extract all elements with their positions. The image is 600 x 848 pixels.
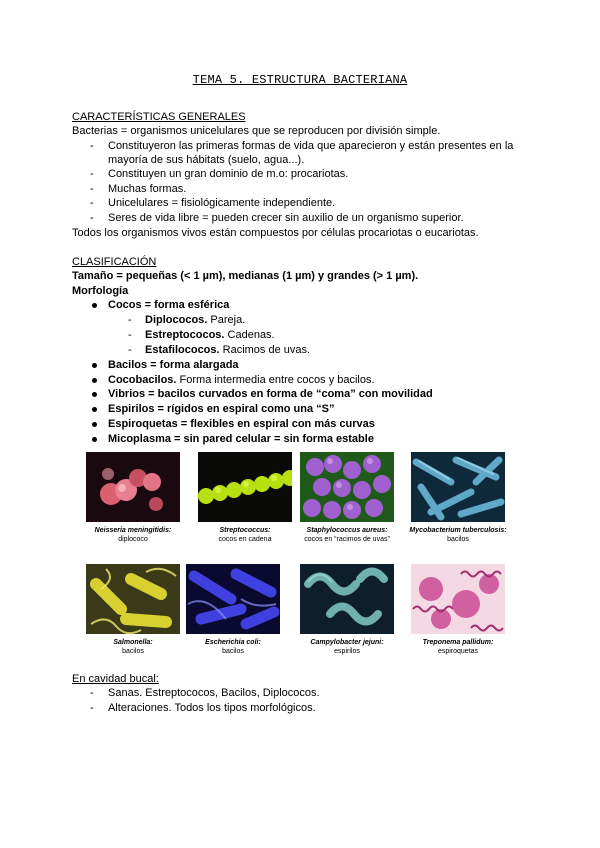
section-heading-caracteristicas: CARACTERÍSTICAS GENERALES — [72, 111, 246, 123]
image-caption — [74, 526, 192, 544]
caption-species: Staphylococcus aureus: — [306, 527, 388, 534]
image-caption — [186, 526, 304, 544]
list-dash: - — [128, 329, 132, 341]
list-dash: - — [90, 702, 94, 714]
espirilos-item: Espirilos = rígidos en espiral como una “S” — [108, 403, 335, 415]
list-dash: - — [90, 197, 94, 209]
sub-item-estafilococos — [145, 343, 310, 357]
micoplasma-item: Micoplasma = sin pared celular = sin forma estable — [108, 433, 374, 445]
espiroquetas-item: Espiroquetas = flexibles en espiral con más curvas — [108, 418, 375, 430]
list-item: Seres de vida libre = pueden crecer sin auxilio de un organismo superior. — [108, 212, 464, 224]
list-item: Unicelulares = fisiológicamente independiente. — [108, 197, 336, 209]
cocobacilos-item — [108, 373, 375, 387]
sub-item-term: Estreptococos. — [145, 329, 225, 341]
outro-text: Todos los organismos vivos están compuestos por células procariotas o eucariotas. — [72, 227, 479, 239]
list-dash: - — [90, 687, 94, 699]
sub-item-desc: Racimos de uvas. — [219, 344, 311, 356]
image-caption — [174, 638, 292, 656]
caption-desc: cocos en cadena — [218, 536, 272, 543]
bullet-icon — [92, 303, 97, 308]
list-item: Constituyen un gran dominio de m.o: procariotas. — [108, 168, 349, 180]
section-heading-clasificacion: CLASIFICACIÓN — [72, 256, 157, 268]
image-caption — [288, 638, 406, 656]
caption-desc: diplococo — [118, 536, 148, 543]
list-item: Constituyeron las primeras formas de vida que aparecieron y están presentes en la — [108, 140, 514, 152]
sub-item-term: Estafilococos. — [145, 344, 220, 356]
list-dash: - — [128, 344, 132, 356]
vibrios-item: Vibrios = bacilos curvados en forma de “coma” con movilidad — [108, 388, 433, 400]
caption-desc: espirilos — [334, 648, 360, 655]
cocos-item: Cocos = forma esférica — [108, 299, 230, 311]
list-item-continuation: mayoría de sus hábitats (suelo, agua...). — [108, 154, 305, 166]
staphylococci-photo — [300, 452, 394, 522]
intro-text: Bacterias = organismos unicelulares que se reproducen por división simple. — [72, 125, 441, 137]
caption-species: Neisseria meningitidis: — [94, 527, 172, 534]
caption-species: Treponema pallidum: — [422, 639, 494, 646]
list-dash: - — [90, 168, 94, 180]
streptococci-photo — [198, 452, 292, 522]
sub-item-desc: Pareja. — [207, 314, 246, 326]
caption-species: Salmonella: — [113, 639, 153, 646]
sub-item-desc: Cadenas. — [224, 329, 275, 341]
bullet-icon — [92, 407, 97, 412]
image-caption — [288, 526, 406, 544]
caption-desc: espiroquetas — [437, 648, 479, 655]
page-title: TEMA 5. ESTRUCTURA BACTERIANA — [192, 73, 408, 87]
treponema-photo — [411, 564, 505, 634]
image-caption — [399, 638, 517, 656]
salmonella-photo — [86, 564, 180, 634]
mycobacterium-photo — [411, 452, 505, 522]
bullet-icon — [92, 392, 97, 397]
ecoli-photo — [186, 564, 280, 634]
sub-item-term: Diplococos. — [145, 314, 208, 326]
bacilos-item: Bacilos = forma alargada — [108, 359, 239, 371]
list-item: Alteraciones. Todos los tipos morfológicos. — [108, 702, 316, 714]
section-heading-bucal: En cavidad bucal: — [72, 673, 159, 685]
bullet-icon — [92, 378, 97, 383]
caption-species: Campylobacter jejuni: — [310, 639, 384, 646]
caption-species: Streptococcus: — [219, 527, 271, 534]
image-caption — [399, 526, 517, 544]
list-item: Muchas formas. — [108, 183, 187, 195]
list-item: Sanas. Estreptococos, Bacilos, Diplococos. — [108, 687, 320, 699]
sub-item-estreptococos — [145, 328, 275, 342]
list-dash: - — [90, 212, 94, 224]
caption-desc: bacilos — [222, 648, 244, 655]
tamano-text: Tamaño = pequeñas (< 1 µm), medianas (1 µm) y grandes (> 1 µm). — [72, 270, 419, 282]
bullet-icon — [92, 363, 97, 368]
list-dash: - — [128, 314, 132, 326]
cocobacilos-desc: Forma intermedia entre cocos y bacilos. — [176, 374, 375, 386]
campylobacter-photo — [300, 564, 394, 634]
caption-desc: cocos en “racimos de uvas” — [304, 536, 390, 543]
list-dash: - — [90, 140, 94, 152]
caption-species: Escherichia coli: — [205, 639, 261, 646]
list-dash: - — [90, 183, 94, 195]
sub-item-diplococos — [145, 313, 245, 327]
caption-desc: bacilos — [447, 536, 469, 543]
morfologia-label: Morfología — [72, 285, 129, 297]
bullet-icon — [92, 422, 97, 427]
bullet-icon — [92, 437, 97, 442]
diplococci-photo — [86, 452, 180, 522]
caption-desc: bacilos — [122, 648, 144, 655]
cocobacilos-term: Cocobacilos. — [108, 374, 177, 386]
caption-species: Mycobacterium tuberculosis: — [409, 527, 507, 534]
